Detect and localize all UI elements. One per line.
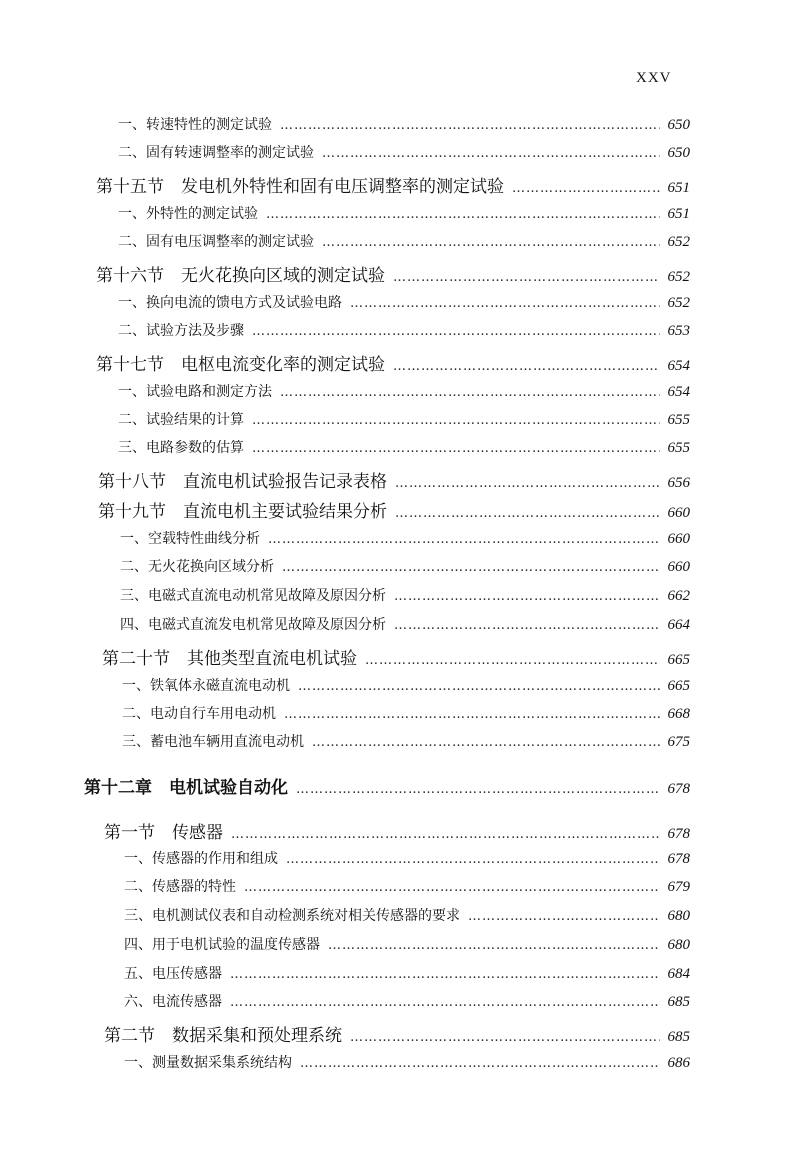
toc-entry-page: 679 [667, 879, 690, 895]
toc-entry-label: 第十五节 发电机外特性和固有电压调整率的测定试验 [96, 177, 504, 197]
dot-leader [298, 679, 660, 694]
dot-leader [280, 385, 660, 400]
toc-entry-page: 655 [667, 440, 690, 456]
dot-leader [230, 995, 660, 1010]
toc-entry-label: 二、电动自行车用电动机 [122, 706, 276, 722]
toc-entry[interactable] [124, 876, 690, 896]
toc-entry-label: 第二节 数据采集和预处理系统 [104, 1026, 342, 1046]
toc-entry-label: 二、试验结果的计算 [118, 412, 244, 428]
toc-entry[interactable] [122, 703, 690, 723]
toc-entry-label: 第十八节 直流电机试验报告记录表格 [98, 472, 387, 492]
toc-entry-page: 653 [667, 323, 690, 339]
toc-entry-label: 二、无火花换向区域分析 [120, 559, 274, 575]
toc-entry-page: 664 [667, 617, 690, 633]
page-header-number: XXV [636, 70, 672, 86]
toc-entry-label: 第十七节 电枢电流变化率的测定试验 [96, 355, 385, 375]
toc-entry[interactable] [124, 905, 690, 925]
toc-entry[interactable] [120, 556, 690, 576]
toc-entry[interactable] [118, 437, 690, 457]
toc-entry-label: 二、传感器的特性 [124, 879, 236, 895]
toc-entry-label: 五、电压传感器 [124, 966, 222, 982]
toc-entry-page: 654 [667, 358, 690, 374]
toc-entry-page: 650 [667, 145, 690, 161]
toc-entry-label: 四、电磁式直流发电机常见故障及原因分析 [120, 617, 386, 633]
dot-leader [284, 707, 660, 722]
toc-entry-page: 685 [667, 1029, 690, 1045]
toc-entry-page: 650 [667, 117, 690, 133]
dot-leader [350, 296, 660, 311]
toc-entry-label: 三、电路参数的估算 [118, 440, 244, 456]
dot-leader [322, 235, 660, 250]
dot-leader [512, 181, 660, 196]
toc-entry[interactable] [98, 497, 690, 522]
dot-leader [365, 653, 660, 668]
toc-entry-label: 二、试验方法及步骤 [118, 323, 244, 339]
dot-leader [252, 413, 660, 428]
toc-entry-page: 651 [667, 206, 690, 222]
toc-entry-label: 三、电机测试仪表和自动检测系统对相关传感器的要求 [124, 908, 460, 924]
toc-entry-label: 一、换向电流的馈电方式及试验电路 [118, 295, 342, 311]
toc-entry-label: 二、固有转速调整率的测定试验 [118, 145, 314, 161]
toc-entry-label: 第十二章 电机试验自动化 [84, 778, 288, 798]
toc-entry-label: 一、测量数据采集系统结构 [124, 1055, 292, 1071]
toc-entry-label: 二、固有电压调整率的测定试验 [118, 234, 314, 250]
toc-entry-page: 662 [667, 588, 690, 604]
toc-entry-page: 651 [667, 180, 690, 196]
dot-leader [322, 146, 660, 161]
dot-leader [468, 909, 660, 924]
toc-entry-page: 678 [667, 781, 690, 797]
dot-leader [395, 506, 660, 521]
toc-entry[interactable] [118, 381, 690, 401]
toc-entry[interactable] [96, 172, 690, 197]
dot-leader [300, 1056, 660, 1071]
toc-entry-page: 665 [667, 678, 690, 694]
toc-entry-page: 680 [667, 908, 690, 924]
toc-entry[interactable] [122, 675, 690, 695]
dot-leader [393, 270, 660, 285]
dot-leader [230, 967, 660, 982]
toc-entry[interactable] [104, 818, 690, 843]
dot-leader [394, 589, 660, 604]
toc-entry-label: 第十九节 直流电机主要试验结果分析 [98, 502, 387, 522]
toc-entry[interactable] [96, 350, 690, 375]
toc-entry-label: 一、传感器的作用和组成 [124, 851, 278, 867]
toc-entry[interactable] [98, 467, 690, 492]
dot-leader [266, 207, 660, 222]
toc-entry[interactable] [124, 1052, 690, 1072]
toc-entry[interactable] [124, 963, 690, 983]
toc-chapter-entry[interactable] [84, 773, 690, 798]
dot-leader [393, 359, 660, 374]
toc-entry-label: 六、电流传感器 [124, 994, 222, 1010]
dot-leader [282, 560, 660, 575]
toc-entry-page: 652 [667, 234, 690, 250]
toc-entry[interactable] [124, 848, 690, 868]
toc-entry-page: 680 [667, 937, 690, 953]
toc-entry[interactable] [118, 142, 690, 162]
toc-entry[interactable] [124, 934, 690, 954]
toc-entry-page: 652 [667, 295, 690, 311]
dot-leader [296, 782, 660, 797]
toc-entry-label: 四、用于电机试验的温度传感器 [124, 937, 320, 953]
toc-entry-label: 第二十节 其他类型直流电机试验 [102, 649, 357, 669]
dot-leader [280, 118, 660, 133]
toc-entry-page: 675 [667, 734, 690, 750]
toc-entry-label: 三、电磁式直流电动机常见故障及原因分析 [120, 588, 386, 604]
toc-entry-page: 685 [667, 994, 690, 1010]
dot-leader [286, 852, 660, 867]
toc-entry[interactable] [118, 114, 690, 134]
toc-entry[interactable] [118, 203, 690, 223]
toc-entry-label: 一、空载特性曲线分析 [120, 531, 260, 547]
dot-leader [312, 735, 660, 750]
toc-entry[interactable] [102, 644, 690, 669]
toc-entry-page: 668 [667, 706, 690, 722]
dot-leader [394, 618, 660, 633]
toc-entry[interactable] [118, 231, 690, 251]
toc-entry-page: 660 [667, 505, 690, 521]
toc-entry[interactable] [124, 991, 690, 1011]
toc-entry[interactable] [118, 292, 690, 312]
toc-entry-page: 684 [667, 966, 690, 982]
toc-entry-label: 一、转速特性的测定试验 [118, 117, 272, 133]
toc-entry-page: 655 [667, 412, 690, 428]
toc-entry-page: 678 [667, 851, 690, 867]
toc-entry[interactable] [120, 585, 690, 605]
dot-leader [252, 324, 660, 339]
dot-leader [252, 441, 660, 456]
toc-entry-page: 686 [667, 1055, 690, 1071]
dot-leader [244, 880, 660, 895]
toc-entry-label: 第一节 传感器 [104, 823, 223, 843]
toc-entry[interactable] [122, 731, 690, 751]
dot-leader [328, 938, 660, 953]
toc-entry[interactable] [120, 614, 690, 634]
toc-entry-page: 652 [667, 269, 690, 285]
toc-entry[interactable] [104, 1021, 690, 1046]
toc-entry[interactable] [118, 320, 690, 340]
toc-entry-page: 660 [667, 559, 690, 575]
dot-leader [268, 532, 660, 547]
dot-leader [350, 1030, 660, 1045]
toc-entry-label: 一、试验电路和测定方法 [118, 384, 272, 400]
toc-entry[interactable] [118, 409, 690, 429]
dot-leader [395, 476, 660, 491]
toc-entry-label: 第十六节 无火花换向区域的测定试验 [96, 266, 385, 286]
toc-entry-page: 678 [667, 826, 690, 842]
toc-entry-page: 654 [667, 384, 690, 400]
toc-entry-page: 660 [667, 531, 690, 547]
toc-entry-page: 656 [667, 475, 690, 491]
toc-entry-page: 665 [667, 652, 690, 668]
toc-entry[interactable] [96, 261, 690, 286]
toc-entry-label: 一、外特性的测定试验 [118, 206, 258, 222]
toc-entry-label: 一、铁氧体永磁直流电动机 [122, 678, 290, 694]
dot-leader [231, 827, 660, 842]
toc-entry[interactable] [120, 528, 690, 548]
toc-entry-label: 三、蓄电池车辆用直流电动机 [122, 734, 304, 750]
